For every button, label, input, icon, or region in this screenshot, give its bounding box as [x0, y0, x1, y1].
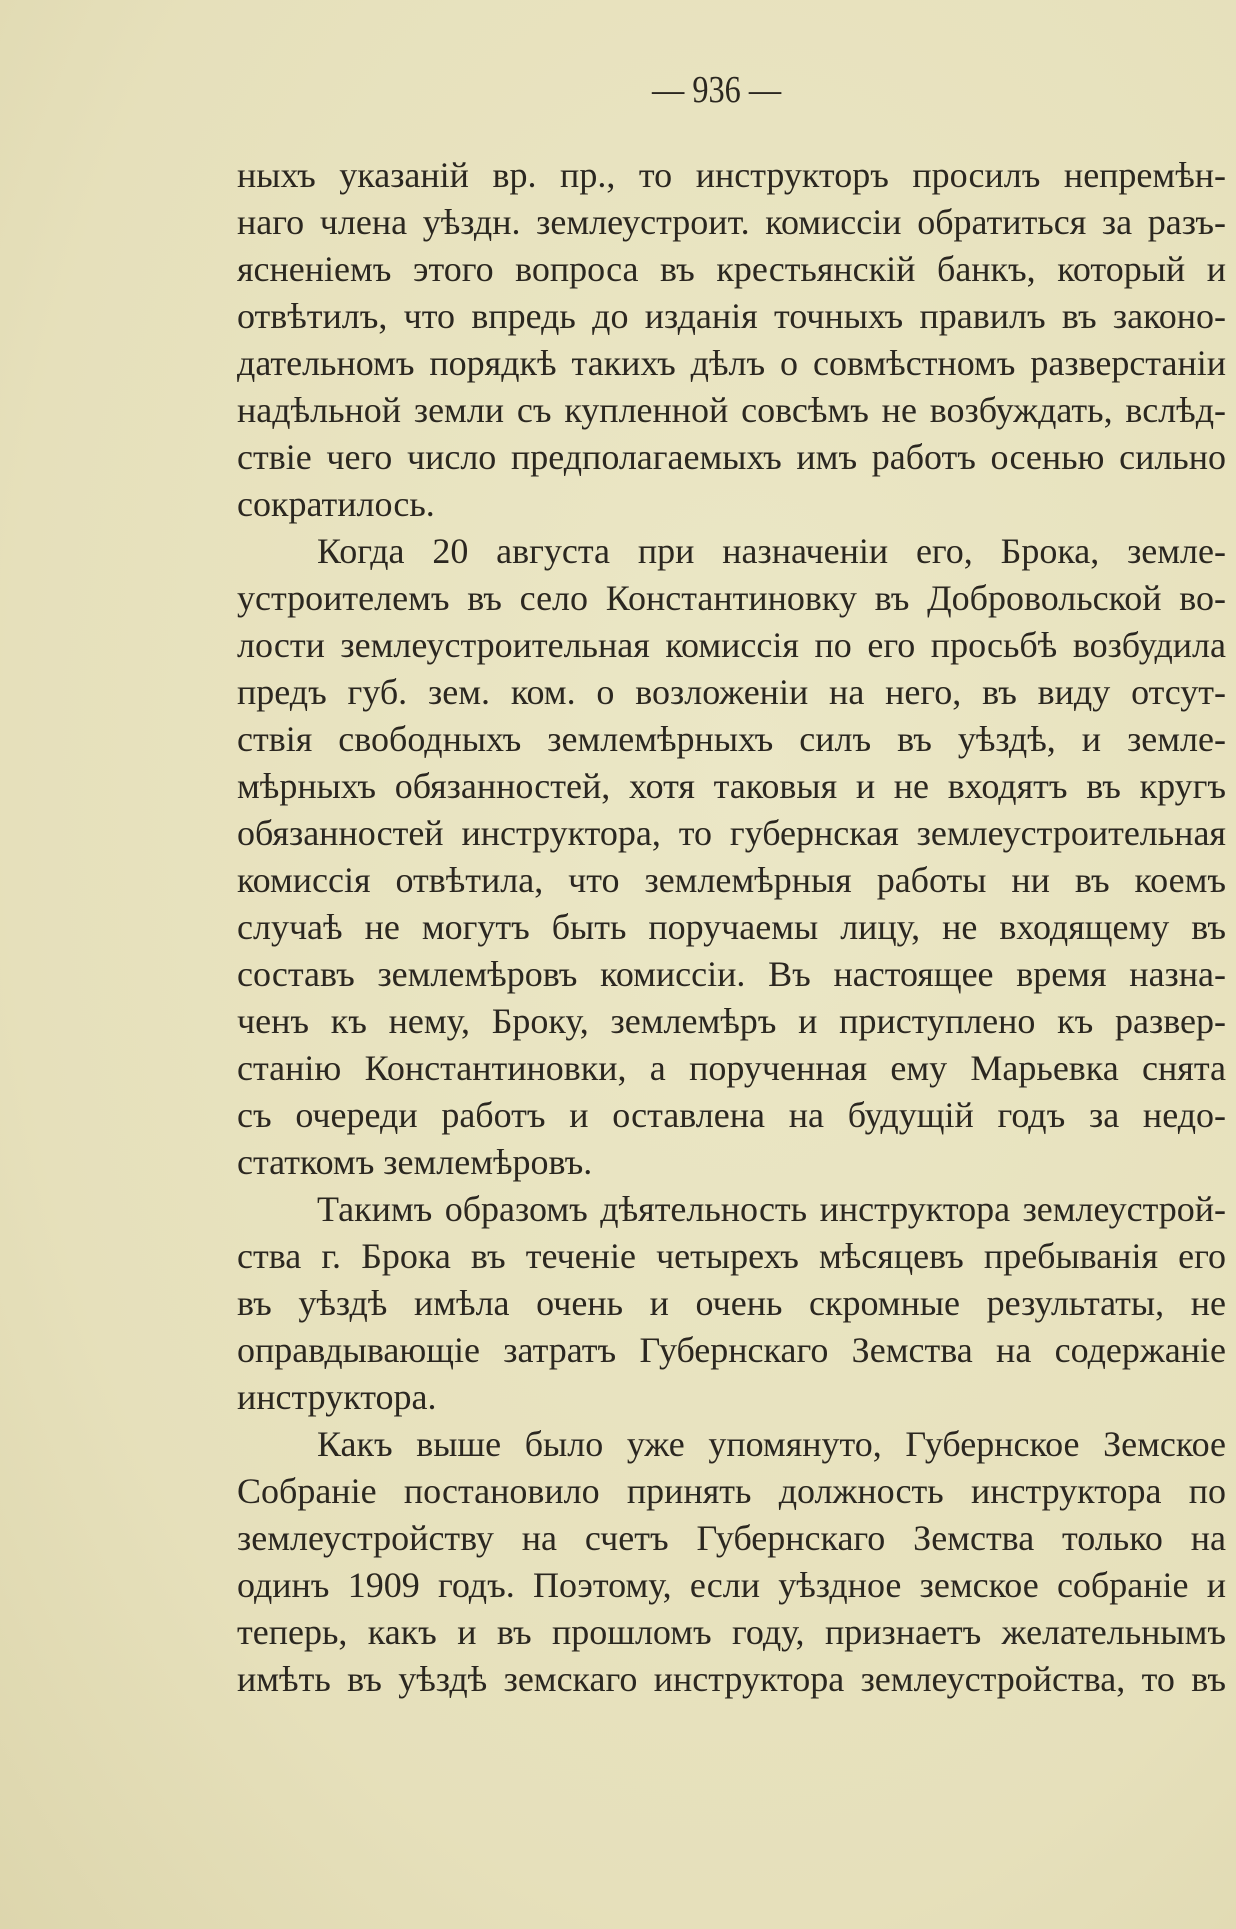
text-line: оправдывающіе затратъ Губернскаго Земства на содержаніе	[237, 1330, 1226, 1370]
text-line: устроителемъ въ село Константиновку въ Добровольской во-	[237, 578, 1226, 618]
text-line: предъ губ. зем. ком. о возложеніи на него, въ виду отсут-	[237, 672, 1226, 712]
text-line: ствіе чего число предполагаемыхъ имъ работъ осенью сильно	[237, 437, 1226, 477]
text-line: сократилось.	[237, 484, 435, 524]
text-line: въ уѣздѣ имѣла очень и очень скромные результаты, не	[237, 1283, 1226, 1323]
text-line: одинъ 1909 годъ. Поэтому, если уѣздное земское собраніе и	[237, 1565, 1226, 1605]
text-line: мѣрныхъ обязанностей, хотя таковыя и не входятъ въ кругъ	[237, 766, 1226, 806]
paragraph	[237, 1186, 1226, 1421]
body-text	[237, 152, 1226, 1703]
text-line: случаѣ не могутъ быть поручаемы лицу, не входящему въ	[237, 907, 1226, 947]
page-number: — 936 —	[652, 69, 782, 111]
text-line: ясненіемъ этого вопроса въ крестьянскій банкъ, который и	[237, 249, 1226, 289]
text-line: имѣть въ уѣздѣ земскаго инструктора землеустройства, то въ	[237, 1659, 1226, 1699]
text-line: теперь, какъ и въ прошломъ году, признаетъ желательнымъ	[237, 1612, 1226, 1652]
text-line: ствія свободныхъ землемѣрныхъ силъ въ уѣздѣ, и земле-	[237, 719, 1226, 759]
text-line: Такимъ образомъ дѣятельность инструктора землеустрой-	[317, 1189, 1226, 1229]
text-line: ства г. Брока въ теченіе четырехъ мѣсяцевъ пребыванія его	[237, 1236, 1226, 1276]
text-line: обязанностей инструктора, то губернская землеустроительная	[237, 813, 1226, 853]
paragraph	[237, 528, 1226, 1186]
text-line: ченъ къ нему, Броку, землемѣръ и приступлено къ развер-	[237, 1001, 1226, 1041]
paragraph	[237, 1421, 1226, 1703]
paragraph	[237, 152, 1226, 528]
text-line: инструктора.	[237, 1377, 437, 1417]
text-line: составъ землемѣровъ комиссіи. Въ настоящее время назна-	[237, 954, 1226, 994]
text-line: землеустройству на счетъ Губернскаго Земства только на	[237, 1518, 1226, 1558]
text-line: Когда 20 августа при назначеніи его, Брока, земле-	[317, 531, 1226, 571]
text-line: наго члена уѣздн. землеустроит. комиссіи обратиться за разъ-	[237, 202, 1226, 242]
text-line: статкомъ землемѣровъ.	[237, 1142, 593, 1182]
text-line: дательномъ порядкѣ такихъ дѣлъ о совмѣстномъ разверстаніи	[237, 343, 1226, 383]
text-line: съ очереди работъ и оставлена на будущій годъ за недо-	[237, 1095, 1226, 1135]
text-line: комиссія отвѣтила, что землемѣрныя работы ни въ коемъ	[237, 860, 1226, 900]
text-line: Собраніе постановило принять должность инструктора по	[237, 1471, 1226, 1511]
text-line: надѣльной земли съ купленной совсѣмъ не возбуждать, вслѣд-	[237, 390, 1226, 430]
text-line: отвѣтилъ, что впредь до изданія точныхъ правилъ въ законо-	[237, 296, 1226, 336]
text-line: станію Константиновки, а порученная ему Марьевка снята	[237, 1048, 1226, 1088]
text-line: лости землеустроительная комиссія по его просьбѣ возбудила	[237, 625, 1226, 665]
text-line: ныхъ указаній вр. пр., то инструкторъ просилъ непремѣн-	[237, 155, 1226, 195]
text-line: Какъ выше было уже упомянуто, Губернское Земское	[317, 1424, 1226, 1464]
